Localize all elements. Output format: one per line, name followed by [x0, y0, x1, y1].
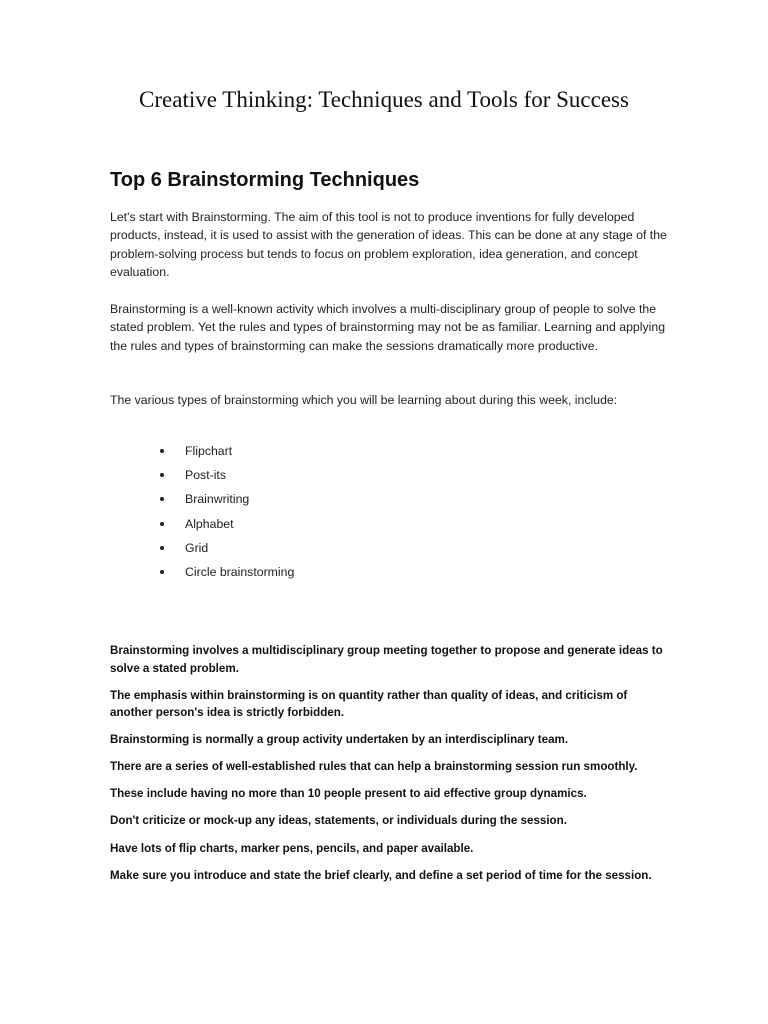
list-item-label: Post-its: [185, 468, 226, 483]
list-item: [160, 538, 294, 562]
bullet-icon: [160, 570, 164, 574]
key-point: Brainstorming involves a multidisciplinary group meeting together to propose and generate ideas to solve a stated problem.: [110, 644, 663, 675]
technique-list: [160, 441, 294, 586]
list-item-label: Brainwriting: [185, 492, 250, 507]
document-title: Creative Thinking: Techniques and Tools for Success: [139, 87, 629, 112]
bullet-icon: [160, 449, 164, 453]
list-item-label: Grid: [185, 540, 209, 555]
key-point: These include having no more than 10 people present to aid effective group dynamics.: [110, 787, 587, 801]
key-point: Brainstorming is normally a group activity undertaken by an interdisciplinary team.: [110, 733, 569, 747]
list-item: [160, 441, 294, 465]
description-paragraph: Brainstorming is a well-known activity which involves a multi-disciplinary group of people to solve the stated problem. Yet the rules and types of brainstorming may not be as familiar. Learning and applying the rules and types of brainstorming can make the sessions dramatically more productive.: [110, 302, 666, 353]
types-intro-paragraph: The various types of brainstorming which you will be learning about during this week, include:: [110, 393, 618, 407]
key-points: [110, 642, 670, 894]
list-item-label: Circle brainstorming: [185, 564, 295, 579]
intro-paragraph: Let's start with Brainstorming. The aim of this tool is not to produce inventions for fully developed products, instead, it is used to assist with the generation of ideas. This can be done at any stage of the problem-solving process but tends to focus on problem exploration, idea generation, and concept evaluation.: [110, 210, 667, 280]
list-item-label: Flipchart: [185, 444, 233, 458]
key-point: Make sure you introduce and state the brief clearly, and define a set period of time for the session.: [110, 868, 652, 882]
key-point: The emphasis within brainstorming is on quantity rather than quality of ideas, and criticism of another person's idea is strictly forbidden.: [110, 688, 628, 720]
list-item-label: Alphabet: [185, 516, 234, 531]
key-point: Have lots of flip charts, marker pens, pencils, and paper available.: [110, 841, 474, 855]
bullet-icon: [160, 546, 164, 550]
bullet-icon: [160, 497, 164, 501]
section-heading: Top 6 Brainstorming Techniques: [110, 169, 420, 191]
list-item: [160, 562, 294, 586]
bullet-icon: [160, 522, 164, 526]
bullet-icon: [160, 473, 164, 477]
list-item: [160, 489, 294, 513]
key-point: Don't criticize or mock-up any ideas, statements, or individuals during the session.: [110, 814, 567, 828]
list-item: [160, 465, 294, 489]
list-item: [160, 514, 294, 538]
key-point: There are a series of well-established rules that can help a brainstorming session run smoothly.: [110, 760, 638, 774]
